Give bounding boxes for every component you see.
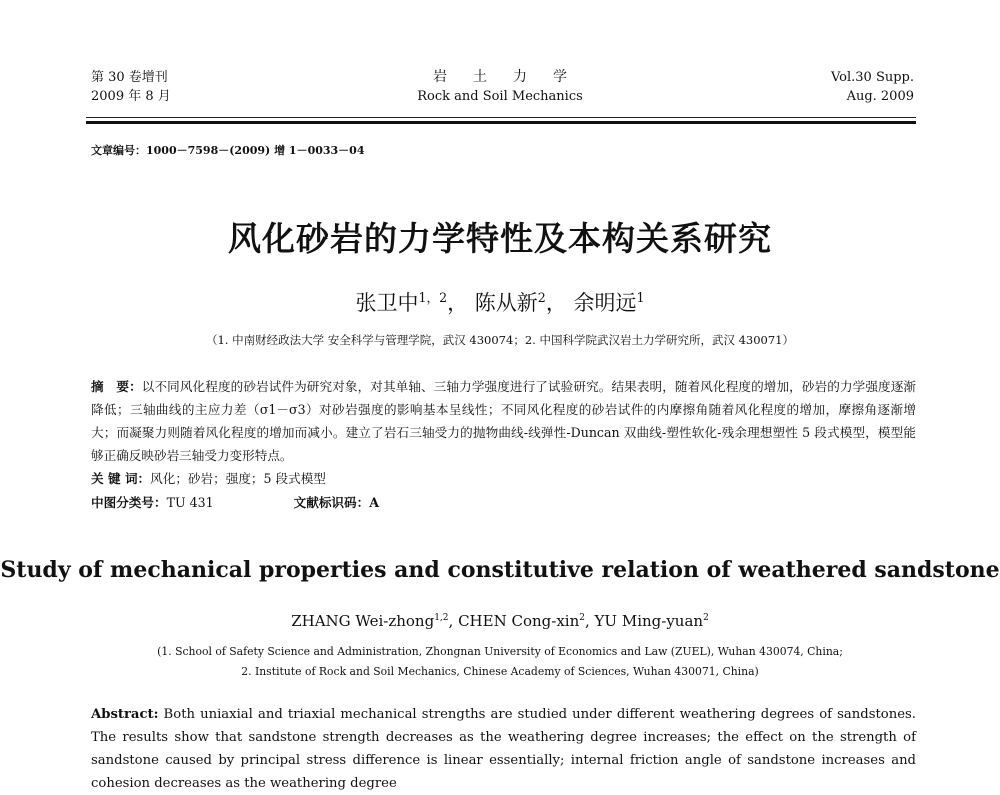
journal-name-cn: 岩土力学 [433,69,593,85]
journal-issue-info-en [831,68,914,106]
author-separator: ， [545,291,567,315]
abstract-cn-label: 摘 要： [91,379,142,394]
author-name: 张卫中 [355,291,419,315]
author-affil-sup: 1，2 [418,290,448,305]
author-cn-2 [475,291,567,315]
journal-name-en: Rock and Soil Mechanics [417,89,583,104]
author-affil-sup: 2 [537,290,546,305]
author-en-3 [595,612,709,630]
author-affil-sup: 1 [636,290,645,305]
author-affil-sup: 2 [703,613,709,623]
authors-cn [0,287,1000,317]
keywords-cn [91,468,326,487]
author-name: 余明远 [573,291,637,315]
keywords-cn-text: 风化；砂岩；强度；5 段式模型 [150,471,326,486]
header-rule-thin [86,117,916,118]
doc-code-label: 文献标识码： [293,495,370,510]
author-separator: ， [447,291,469,315]
author-affil-sup: 1,2 [434,613,449,623]
author-en-1 [291,612,458,630]
journal-issue-info [91,68,171,106]
author-name: 陈从新 [474,291,538,315]
authors-en [0,612,1000,630]
author-separator: , [448,612,459,630]
publication-date-en: Aug. 2009 [846,89,914,104]
author-cn-3 [574,291,645,315]
author-en-2 [458,612,594,630]
article-number: 文章编号：1000－7598－(2009) 增 1－0033－04 [91,144,365,157]
author-name: CHEN Cong-xin [458,612,580,630]
author-cn-1 [355,291,468,315]
clc-label: 中图分类号： [91,495,167,510]
author-affil-sup: 2 [579,613,585,623]
classification-codes [91,492,379,511]
title-cn: 风化砂岩的力学特性及本构关系研究 [228,219,772,258]
publication-date-cn: 2009 年 8 月 [91,89,171,104]
abstract-cn [91,375,916,467]
title-en: Study of mechanical properties and constitutive relation of weathered sandstone [0,557,1000,583]
volume-issue-cn: 第 30 卷增刊 [91,70,168,85]
abstract-en-text: Both uniaxial and triaxial mechanical strengths are studied under different weathering degrees of sandstones. The results show that sandstone strength decreases as the weathering degree increases; the effect on the strength of sandstone caused by principal stress difference is linear essentially; internal friction angle of sandstone increases and cohesion decreases as the weathering degree [91,707,916,791]
keywords-cn-label: 关 键 词： [91,471,151,486]
affiliation-en-2: 2. Institute of Rock and Soil Mechanics, Chinese Academy of Sciences, Wuhan 430071, China) [241,665,759,678]
author-name: ZHANG Wei-zhong [291,612,435,630]
affiliations-cn: （1. 中南财经政法大学 安全科学与管理学院，武汉 430074；2. 中国科学院武汉岩土力学研究所，武汉 430071） [205,333,795,347]
doc-code-value: A [369,495,379,510]
author-separator: , [584,612,595,630]
journal-name [380,68,620,106]
abstract-en [91,703,916,795]
affiliation-en-1: (1. School of Safety Science and Administration, Zhongnan University of Economics and Law (ZUEL), Wuhan 430074, China; [157,645,843,658]
author-name: YU Ming-yuan [594,612,704,630]
volume-issue-en: Vol.30 Supp. [830,70,914,85]
clc-value: TU 431 [166,495,214,510]
abstract-en-label: Abstract: [91,707,159,722]
abstract-cn-text: 以不同风化程度的砂岩试件为研究对象，对其单轴、三轴力学强度进行了试验研究。结果表明，随着风化程度的增加，砂岩的力学强度逐渐降低；三轴曲线的主应力差（σ1－σ3）对砂岩强度的影响基本呈线性；不同风化程度的砂岩试件的内摩擦角随着风化程度的增加，摩擦角逐渐增大；而凝聚力则随着风化程度的增加而减小。建立了岩石三轴受力的抛物曲线-线弹性-Duncan 双曲线-塑性软化-残余理想塑性 5 段式模型，模型能够正确反映砂岩三轴受力变形特点。 [91,379,917,463]
header-rule-thick [86,121,916,124]
